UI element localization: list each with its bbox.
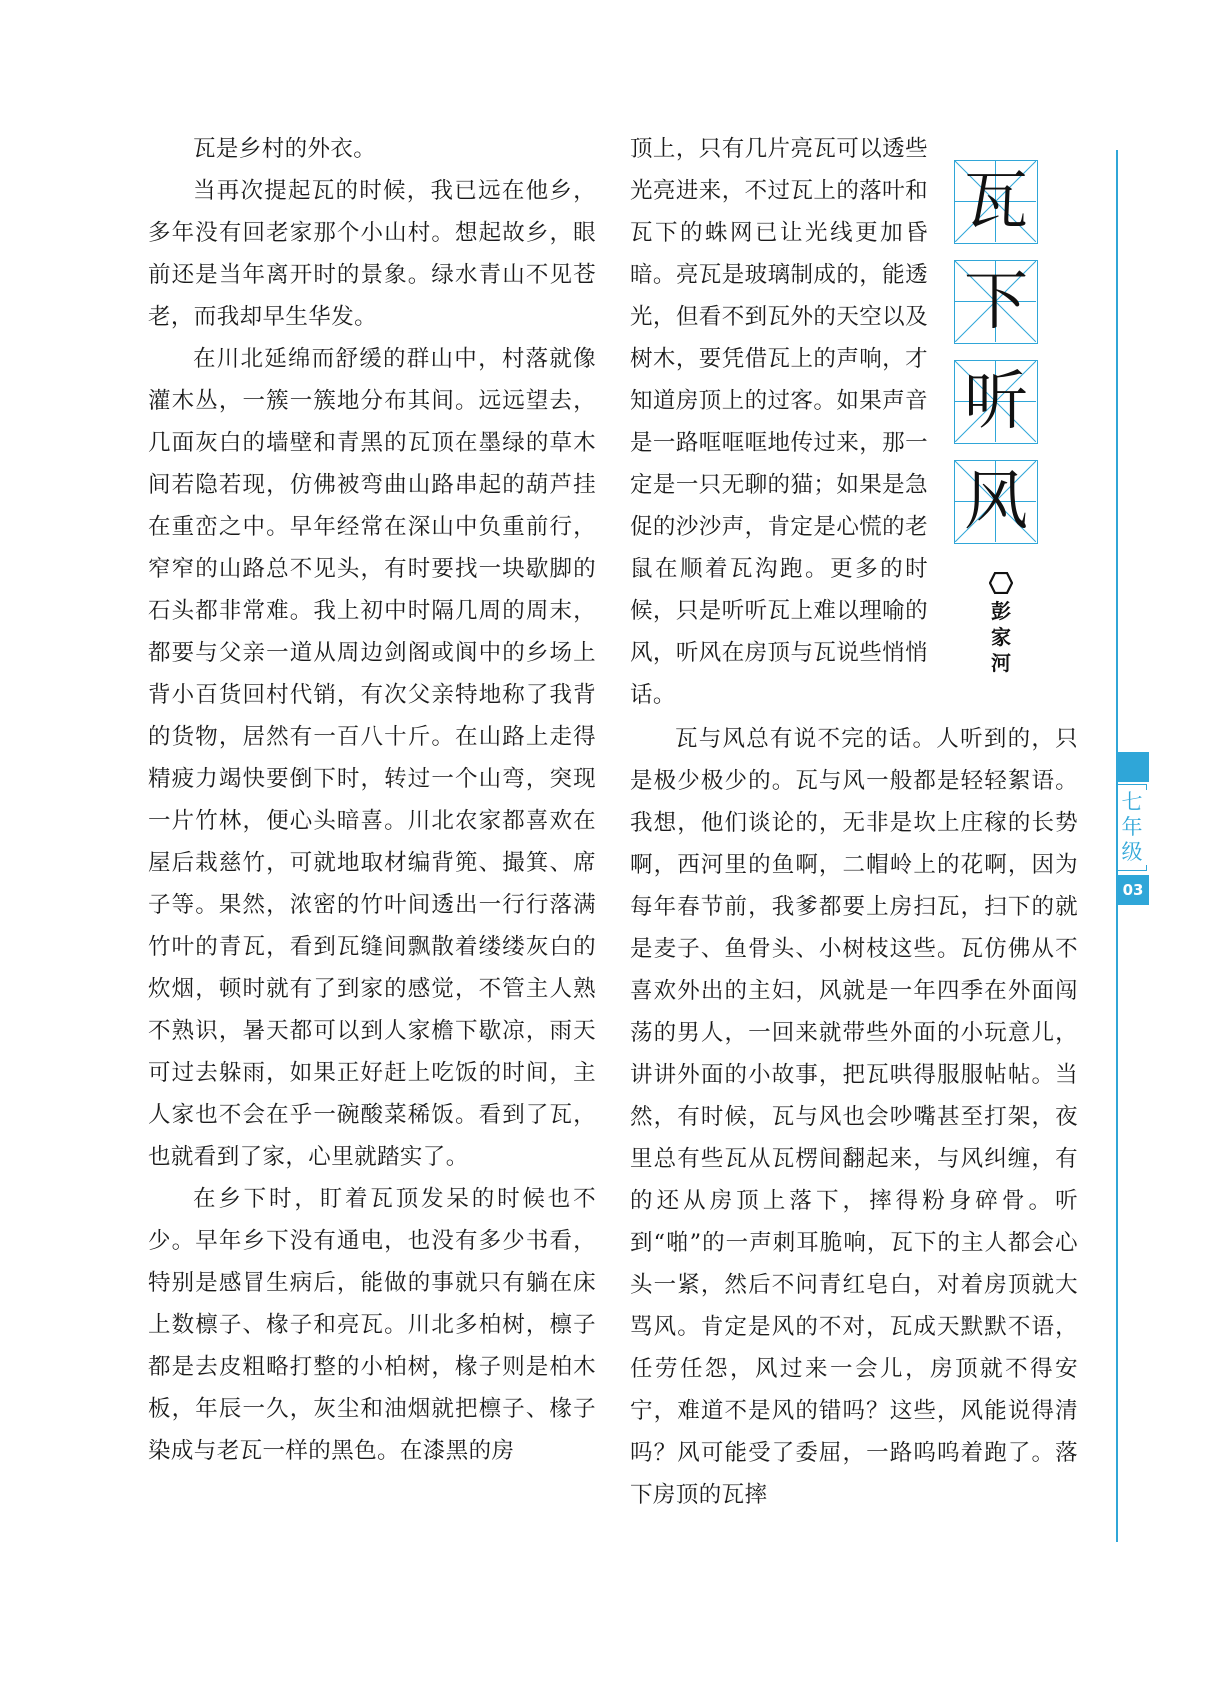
grade-label <box>1117 790 1149 865</box>
author-char: 家 <box>991 625 1011 649</box>
grade-char: 年 <box>1121 815 1143 839</box>
title-char-box <box>954 460 1038 544</box>
author-char: 河 <box>991 651 1011 675</box>
right-column-bottom <box>630 718 1078 1516</box>
grade-tab <box>1117 752 1149 905</box>
left-column <box>148 128 596 1472</box>
grade-char: 七 <box>1121 790 1143 814</box>
title-char: 风 <box>964 465 1028 539</box>
page-number: 03 <box>1117 875 1149 905</box>
article-title <box>954 160 1044 560</box>
bracket-bottom <box>1117 865 1147 871</box>
hexagon-icon <box>989 572 1013 594</box>
title-char-box <box>954 360 1038 444</box>
title-char: 下 <box>964 265 1028 339</box>
grade-char: 级 <box>1121 840 1143 864</box>
paragraph: 当再次提起瓦的时候，我已远在他乡，多年没有回老家那个小山村。想起故乡，眼前还是当年离开时的景象。绿水青山不见苍老，而我却早生华发。 <box>148 178 596 330</box>
author-byline <box>986 572 1016 676</box>
author-name <box>986 598 1016 676</box>
author-char: 彭 <box>991 599 1011 623</box>
paragraph: 在川北延绵而舒缓的群山中，村落就像灌木丛，一簇一簇地分布其间。远远望去，几面灰白的墙壁和青黑的瓦顶在墨绿的草木间若隐若现，仿佛被弯曲山路串起的葫芦挂在重峦之中。早年经常在深山中负重前行，窄窄的山路总不见头，有时要找一块歇脚的石头都非常难。我上初中时隔几周的周末，都要与父亲一道从周边剑阁或阆中的乡场上背小百货回村代销，有次父亲特地称了我背的货物，居然有一百八十斤。在山路上走得精疲力竭快要倒下时，转过一个山弯，突现一片竹林，便心头暗喜。川北农家都喜欢在屋后栽慈竹，可就地取材编背篼、撮箕、席子等。果然，浓密的竹叶间透出一行行落满竹叶的青瓦，看到瓦缝间飘散着缕缕灰白的炊烟，顿时就有了到家的感觉，不管主人熟不熟识，暑天都可以到人家檐下歇凉，雨天可过去躲雨，如果正好赶上吃饭的时间，主人家也不会在乎一碗酸菜稀饭。看到了瓦，也就看到了家，心里就踏实了。 <box>148 346 596 1170</box>
tab-bar <box>1117 752 1149 782</box>
paragraph: 在乡下时，盯着瓦顶发呆的时候也不少。早年乡下没有通电，也没有多少书看，特别是感冒生病后，能做的事就只有躺在床上数檩子、椽子和亮瓦。川北多柏树，檩子都是去皮粗略打整的小柏树，椽子则是柏木板，年辰一久，灰尘和油烟就把檩子、椽子染成与老瓦一样的黑色。在漆黑的房 <box>148 1186 596 1464</box>
title-char: 听 <box>964 365 1028 439</box>
paragraph: 瓦与风总有说不完的话。人听到的，只是极少极少的。瓦与风一般都是轻轻絮语。我想，他们谈论的，无非是坎上庄稼的长势啊，西河里的鱼啊，二帽岭上的花啊，因为每年春节前，我爹都要上房扫瓦，扫下的就是麦子、鱼骨头、小树枝这些。瓦仿佛从不喜欢外出的主妇，风就是一年四季在外面闯荡的男人，一回来就带些外面的小玩意儿，讲讲外面的小故事，把瓦哄得服服帖帖。当然，有时候，瓦与风也会吵嘴甚至打架，夜里总有些瓦从瓦楞间翻起来，与风纠缠，有的还从房顶上落下，摔得粉身碎骨。听到“啪”的一声刺耳脆响，瓦下的主人都会心头一紧，然后不问青红皂白，对着房顶就大骂风。肯定是风的不对，瓦成天默默不语，任劳任怨，风过来一会儿，房顶就不得安宁，难道不是风的错吗？这些，风能说得清吗？风可能受了委屈，一路呜呜着跑了。落下房顶的瓦摔 <box>630 726 1078 1508</box>
paragraph: 瓦是乡村的外衣。 <box>193 136 377 162</box>
paragraph: 顶上，只有几片亮瓦可以透些光亮进来，不过瓦上的落叶和瓦下的蛛网已让光线更加昏暗。亮瓦是玻璃制成的，能透光，但看不到瓦外的天空以及树木，要凭借瓦上的声响，才知道房顶上的过客。如果声音是一路哐哐哐地传过来，那一定是一只无聊的猫；如果是急促的沙沙声，肯定是心慌的老鼠在顺着瓦沟跑。更多的时候，只是听听瓦上难以理喻的风，听风在房顶与瓦说些悄悄话。 <box>630 136 928 708</box>
title-char-box <box>954 160 1038 244</box>
title-char-box <box>954 260 1038 344</box>
title-char: 瓦 <box>964 165 1028 239</box>
right-column-top <box>630 128 928 716</box>
